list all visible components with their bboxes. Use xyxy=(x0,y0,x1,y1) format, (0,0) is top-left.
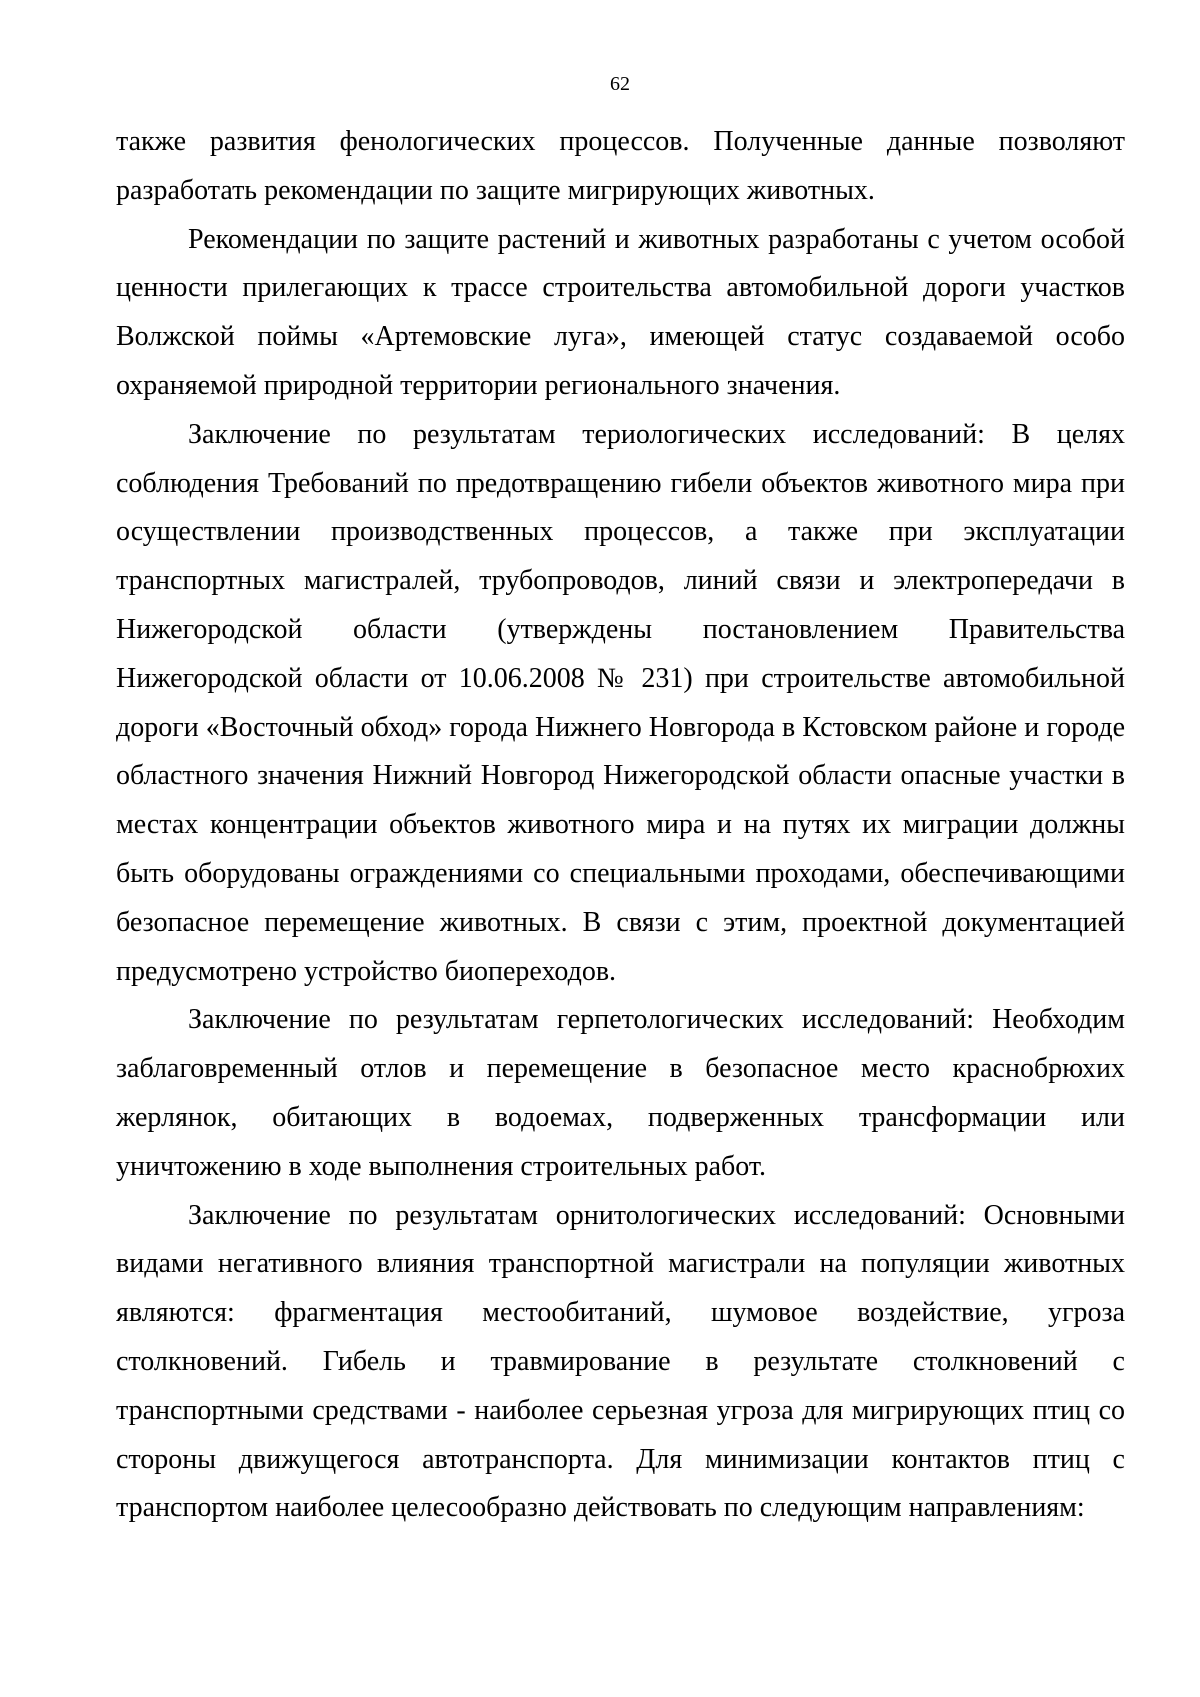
paragraph-continuation: также развития фенологических процессов. Полученные данные позволяют разработать рекомендации по защите мигрирующих животных. xyxy=(116,126,1125,206)
page-number: 62 xyxy=(610,73,630,95)
paragraph-recommendations: Рекомендации по защите растений и животных разработаны с учетом особой ценности прилегающих к трассе строительства автомобильной дороги участков Волжской поймы «Артемовские луга», имеющей статус создаваемой особо охраняемой природной территории регионального значения. xyxy=(116,223,1125,401)
paragraph-ornithological-conclusion: Заключение по результатам орнитологических исследований: Основными видами негативного влияния транспортной магистрали на популяции животных являются: фрагментация местообитаний, шумовое воздействие, угроза столкновений. Гибель и травмирование в результате столкновений с транспортными средствами - наиболее серьезная угроза для мигрирующих птиц со стороны движущегося автотранспорта. Для минимизации контактов птиц с транспортом наиболее целесообразно действовать по следующим направлениям: xyxy=(116,1199,1125,1524)
body-text xyxy=(116,118,1125,1533)
paragraph-theriological-conclusion: Заключение по результатам териологических исследований: В целях соблюдения Требований по предотвращению гибели объектов животного мира при осуществлении производственных процессов, а также при эксплуатации транспортных магистралей, трубопроводов, линий связи и электропередачи в Нижегородской области (утверждены постановлением Правительства Нижегородской области от 10.06.2008 № 231) при строительстве автомобильной дороги «Восточный обход» города Нижнего Новгорода в Кстовском районе и городе областного значения Нижний Новгород Нижегородской области опасные участки в местах концентрации объектов животного мира и на путях их миграции должны быть оборудованы ограждениями со специальными проходами, обеспечивающими безопасное перемещение животных. В связи с этим, проектной документацией предусмотрено устройство биопереходов. xyxy=(116,418,1125,987)
paragraph-herpetological-conclusion: Заключение по результатам герпетологических исследований: Необходим заблаговременный отлов и перемещение в безопасное место краснобрюхих жерлянок, обитающих в водоемах, подверженных трансформации или уничтожению в ходе выполнения строительных работ. xyxy=(116,1004,1125,1182)
